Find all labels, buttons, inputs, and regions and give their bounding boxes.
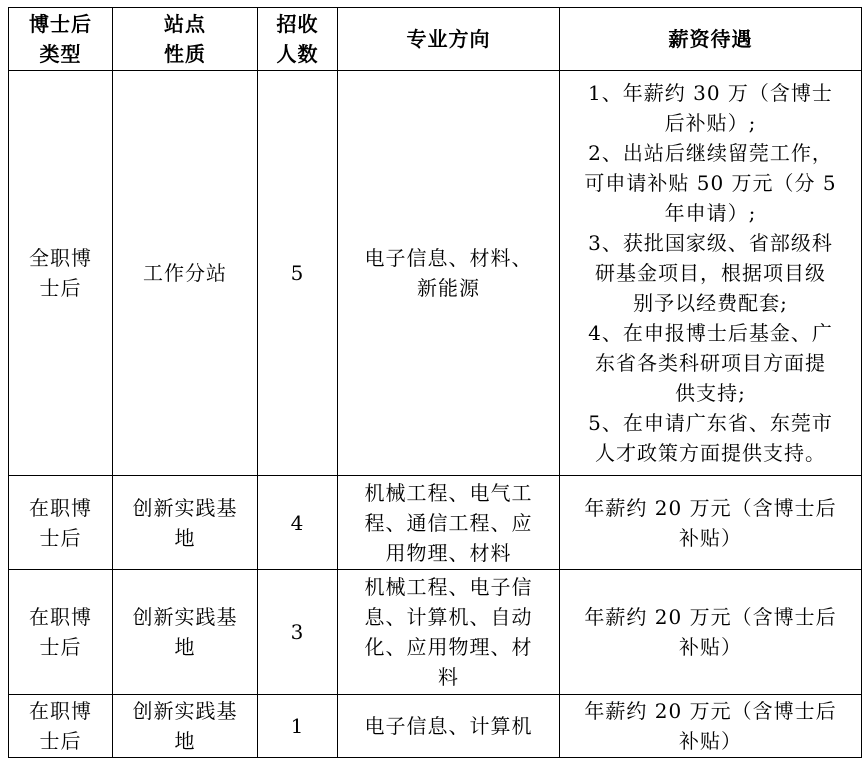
cell-salary-benefits <box>560 570 862 695</box>
table-row <box>9 71 862 476</box>
table-row <box>9 476 862 570</box>
cell-text-line: 后补贴）; <box>664 111 757 135</box>
cell-text-line: 士后 <box>39 729 82 753</box>
cell-text-line: 可申请补贴 50 万元（分 5 <box>584 171 837 195</box>
cell-postdoc-type <box>9 476 113 570</box>
header-recruit-count <box>258 8 338 71</box>
cell-text-line: 性质 <box>164 42 206 66</box>
cell-postdoc-type <box>9 570 113 695</box>
cell-text-line: 别予以经费配套; <box>633 291 788 315</box>
cell-text-line: 人才政策方面提供支持。 <box>595 441 826 465</box>
table-row <box>9 695 862 758</box>
cell-text-line: 人数 <box>276 42 319 66</box>
cell-text-line: 地 <box>174 635 196 659</box>
cell-postdoc-type <box>9 695 113 758</box>
cell-text-line: 补贴） <box>679 525 742 550</box>
cell-text-line: 电子信息、材料、 <box>364 246 533 270</box>
cell-text-line: 东省各类科研项目方面提 <box>595 351 826 375</box>
cell-text-line: 新能源 <box>417 276 480 300</box>
cell-text-line: 1、年薪约 30 万（含博士 <box>588 81 833 105</box>
cell-salary-benefits <box>560 71 862 476</box>
cell-text-line: 4、在申报博士后基金、广 <box>588 321 833 345</box>
cell-text-line: 年申请）; <box>664 201 757 225</box>
cell-salary-benefits <box>560 476 862 570</box>
cell-text-line: 地 <box>174 729 196 753</box>
cell-text-line: 年薪约 20 万元（含博士后 <box>584 495 837 520</box>
cell-text-line: 电子信息、计算机 <box>364 714 533 738</box>
cell-recruit-count: 5 <box>258 71 338 476</box>
cell-text-line: 供支持; <box>675 381 746 405</box>
cell-text-line: 料 <box>438 665 459 689</box>
cell-text-line: 用物理、材料 <box>385 540 512 565</box>
header-postdoc-type <box>9 8 113 71</box>
postdoc-recruitment-table <box>8 7 862 758</box>
cell-text-line: 补贴） <box>679 635 742 659</box>
cell-text-line: 招收 <box>276 12 319 36</box>
postdoc-recruitment-table-wrapper <box>8 7 862 758</box>
cell-salary-benefits <box>560 695 862 758</box>
cell-text-line: 2、出站后继续留莞工作， <box>588 141 833 165</box>
cell-text-line: 机械工程、电气工 <box>364 480 533 505</box>
cell-text-line: 年薪约 20 万元（含博士后 <box>584 605 837 629</box>
cell-text-line: 专业方向 <box>406 27 491 51</box>
cell-recruit-count: 4 <box>258 476 338 570</box>
cell-text-line: 补贴） <box>679 729 742 753</box>
cell-station-nature <box>113 695 258 758</box>
cell-major-direction <box>338 71 560 476</box>
cell-text-line: 息、计算机、自动 <box>364 605 533 629</box>
cell-text-line: 创新实践基 <box>132 605 238 629</box>
table-header-row <box>9 8 862 71</box>
cell-text-line: 士后 <box>39 525 82 550</box>
header-major-direction <box>338 8 560 71</box>
cell-major-direction <box>338 476 560 570</box>
cell-text-line: 薪资待遇 <box>668 27 753 51</box>
cell-recruit-count: 3 <box>258 570 338 695</box>
cell-text-line: 地 <box>174 525 196 550</box>
cell-text-line: 程、通信工程、应 <box>364 510 533 535</box>
table-row <box>9 570 862 695</box>
cell-text-line: 站点 <box>164 12 206 36</box>
cell-text-line: 全职博 <box>29 246 92 270</box>
cell-station-nature <box>113 570 258 695</box>
cell-text-line: 研基金项目，根据项目级 <box>595 261 826 285</box>
cell-text-line: 化、应用物理、材 <box>364 635 533 659</box>
cell-text-line: 创新实践基 <box>132 495 238 520</box>
cell-text-line: 博士后 <box>29 12 92 36</box>
cell-text-line: 机械工程、电子信 <box>364 575 533 599</box>
cell-text-line: 士后 <box>39 635 82 659</box>
cell-recruit-count: 1 <box>258 695 338 758</box>
cell-text-line: 类型 <box>39 42 82 66</box>
cell-text-line: 士后 <box>39 276 82 300</box>
cell-station-nature <box>113 71 258 476</box>
cell-text-line: 3、获批国家级、省部级科 <box>588 231 833 255</box>
cell-text-line: 5、在申请广东省、东莞市 <box>588 411 833 435</box>
cell-text-line: 创新实践基 <box>132 699 238 723</box>
cell-major-direction <box>338 570 560 695</box>
cell-postdoc-type <box>9 71 113 476</box>
header-station-nature <box>113 8 258 71</box>
cell-text-line: 在职博 <box>29 605 92 629</box>
cell-text-line: 在职博 <box>29 699 92 723</box>
cell-text-line: 工作分站 <box>143 261 227 285</box>
header-salary-benefits <box>560 8 862 71</box>
cell-station-nature <box>113 476 258 570</box>
cell-text-line: 年薪约 20 万元（含博士后 <box>584 699 837 723</box>
cell-major-direction <box>338 695 560 758</box>
cell-text-line: 在职博 <box>29 495 92 520</box>
